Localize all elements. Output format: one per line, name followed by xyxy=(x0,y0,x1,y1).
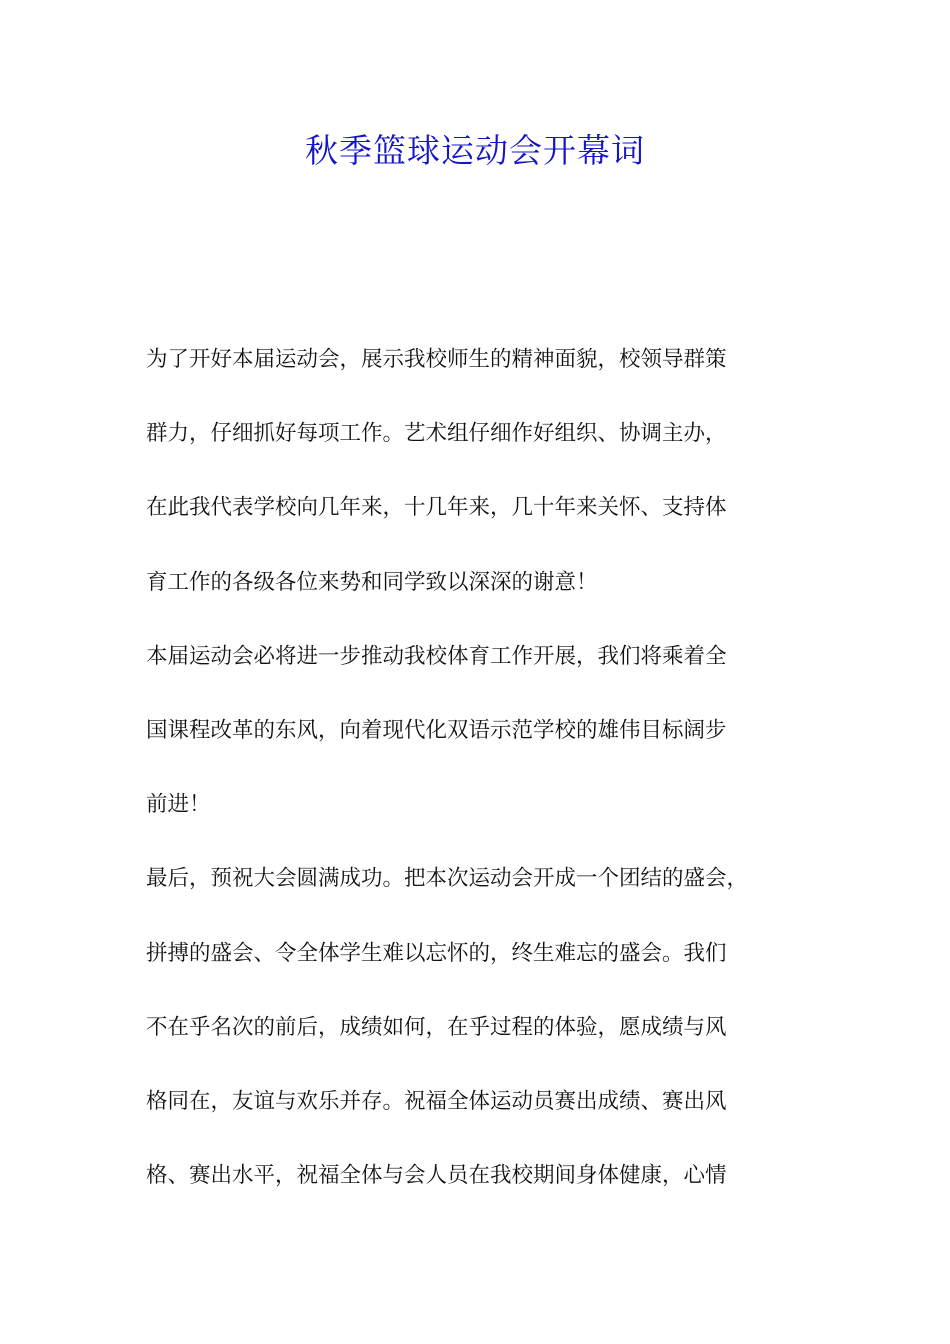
text-line: 格、赛出水平，祝福全体与会人员在我校期间身体健康，心情 xyxy=(146,1163,727,1189)
document-title: 秋季篮球运动会开幕词 xyxy=(305,131,645,170)
text-line: 国课程改革的东风，向着现代化双语示范学校的雄伟目标阔步 xyxy=(146,717,727,743)
document-body xyxy=(146,336,818,1226)
text-line: 格同在，友谊与欢乐并存。祝福全体运动员赛出成绩、赛出风 xyxy=(146,1088,727,1114)
text-line: 最后，预祝大会圆满成功。把本次运动会开成一个团结的盛会， xyxy=(146,866,749,892)
text-line: 育工作的各级各位来势和同学致以深深的谢意！ xyxy=(146,569,598,595)
text-line: 本届运动会必将进一步推动我校体育工作开展，我们将乘着全 xyxy=(146,643,727,669)
text-line: 前进！ xyxy=(146,792,211,818)
text-line: 群力，仔细抓好每项工作。艺术组仔细作好组织、协调主办， xyxy=(146,421,727,447)
text-line: 为了开好本届运动会，展示我校师生的精神面貌，校领导群策 xyxy=(146,347,727,372)
text-line: 在此我代表学校向几年来，十几年来，几十年来关怀、支持体 xyxy=(146,495,727,521)
text-line: 拼搏的盛会、令全体学生难以忘怀的，终生难忘的盛会。我们 xyxy=(146,940,727,966)
text-line: 不在乎名次的前后，成绩如何，在乎过程的体验，愿成绩与风 xyxy=(146,1014,727,1040)
